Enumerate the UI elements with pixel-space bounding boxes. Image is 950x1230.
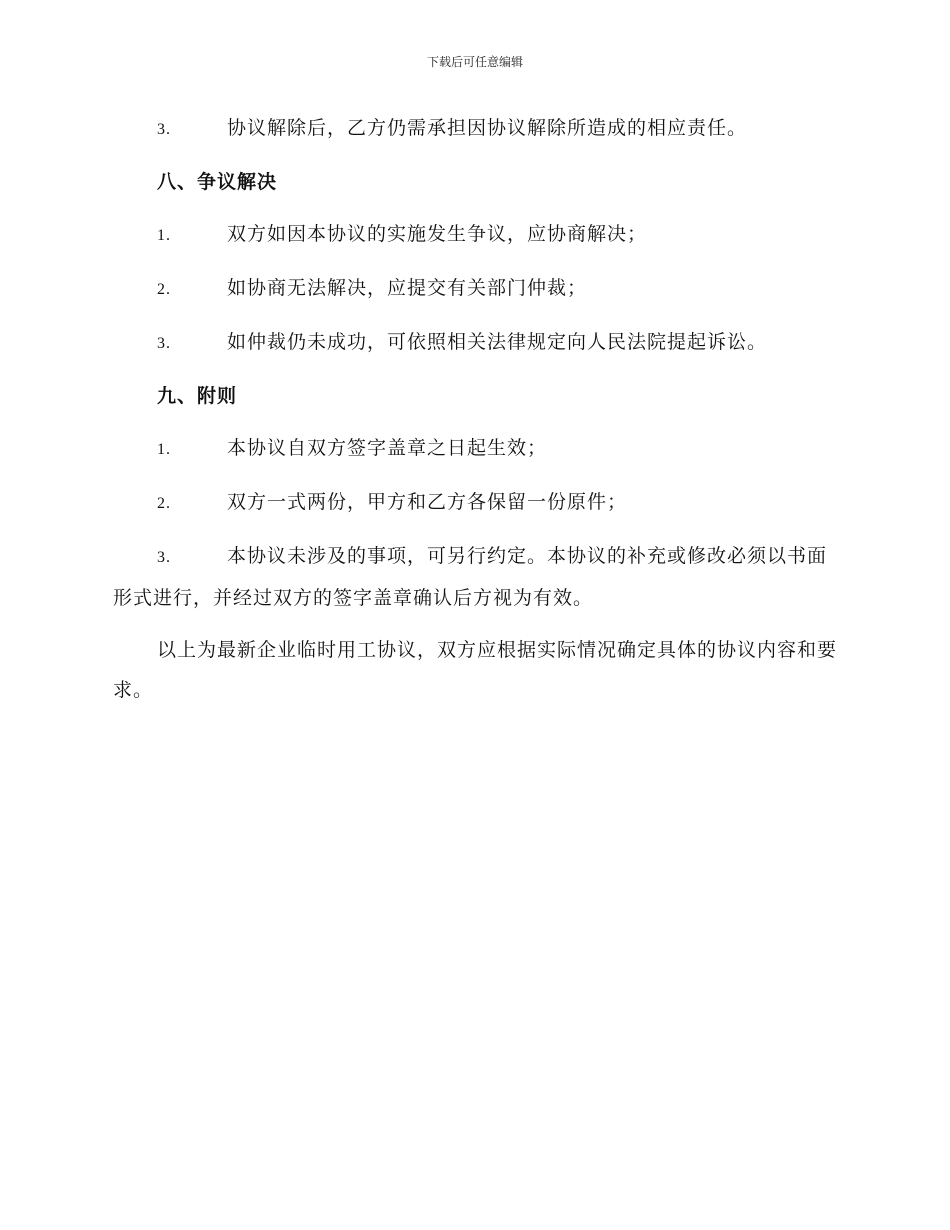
section8-item-3: [113, 322, 838, 364]
list-number: 1.: [157, 227, 171, 244]
section8-heading: 八、争议解决: [157, 171, 278, 193]
list-number: 2.: [157, 495, 171, 512]
list-number: 3.: [157, 549, 171, 566]
list-text: 本协议自双方签字盖章之日起生效；: [227, 437, 548, 459]
list-number: 3.: [157, 335, 171, 352]
section7-item-3: [113, 108, 838, 150]
list-text: 双方一式两份，甲方和乙方各保留一份原件；: [227, 491, 628, 513]
list-text: 双方如因本协议的实施发生争议，应协商解决；: [227, 223, 648, 245]
section8-item-1: [113, 214, 838, 256]
page-header: 下载后可任意编辑: [426, 55, 523, 69]
list-text: 如协商无法解决，应提交有关部门仲裁；: [227, 277, 588, 299]
list-number: 2.: [157, 281, 171, 298]
section9-heading: 九、附则: [157, 385, 238, 407]
list-text: 本协议未涉及的事项，可另行约定。本协议的补充或修改必须以书面形式进行，并经过双方的签字盖章确认后方视为有效。: [113, 545, 828, 609]
section9-item-1: [113, 428, 838, 470]
closing-paragraph: 以上为最新企业临时用工协议，双方应根据实际情况确定具体的协议内容和要求。: [113, 639, 838, 701]
list-text: 如仲裁仍未成功，可依照相关法律规定向人民法院提起诉讼。: [227, 331, 768, 353]
section9-item-3: [113, 536, 838, 618]
list-number: 3.: [157, 121, 171, 138]
document-body: [113, 108, 838, 722]
list-number: 1.: [157, 441, 171, 458]
list-text: 协议解除后，乙方仍需承担因协议解除所造成的相应责任。: [227, 117, 748, 139]
section9-item-2: [113, 482, 838, 524]
section8-item-2: [113, 268, 838, 310]
